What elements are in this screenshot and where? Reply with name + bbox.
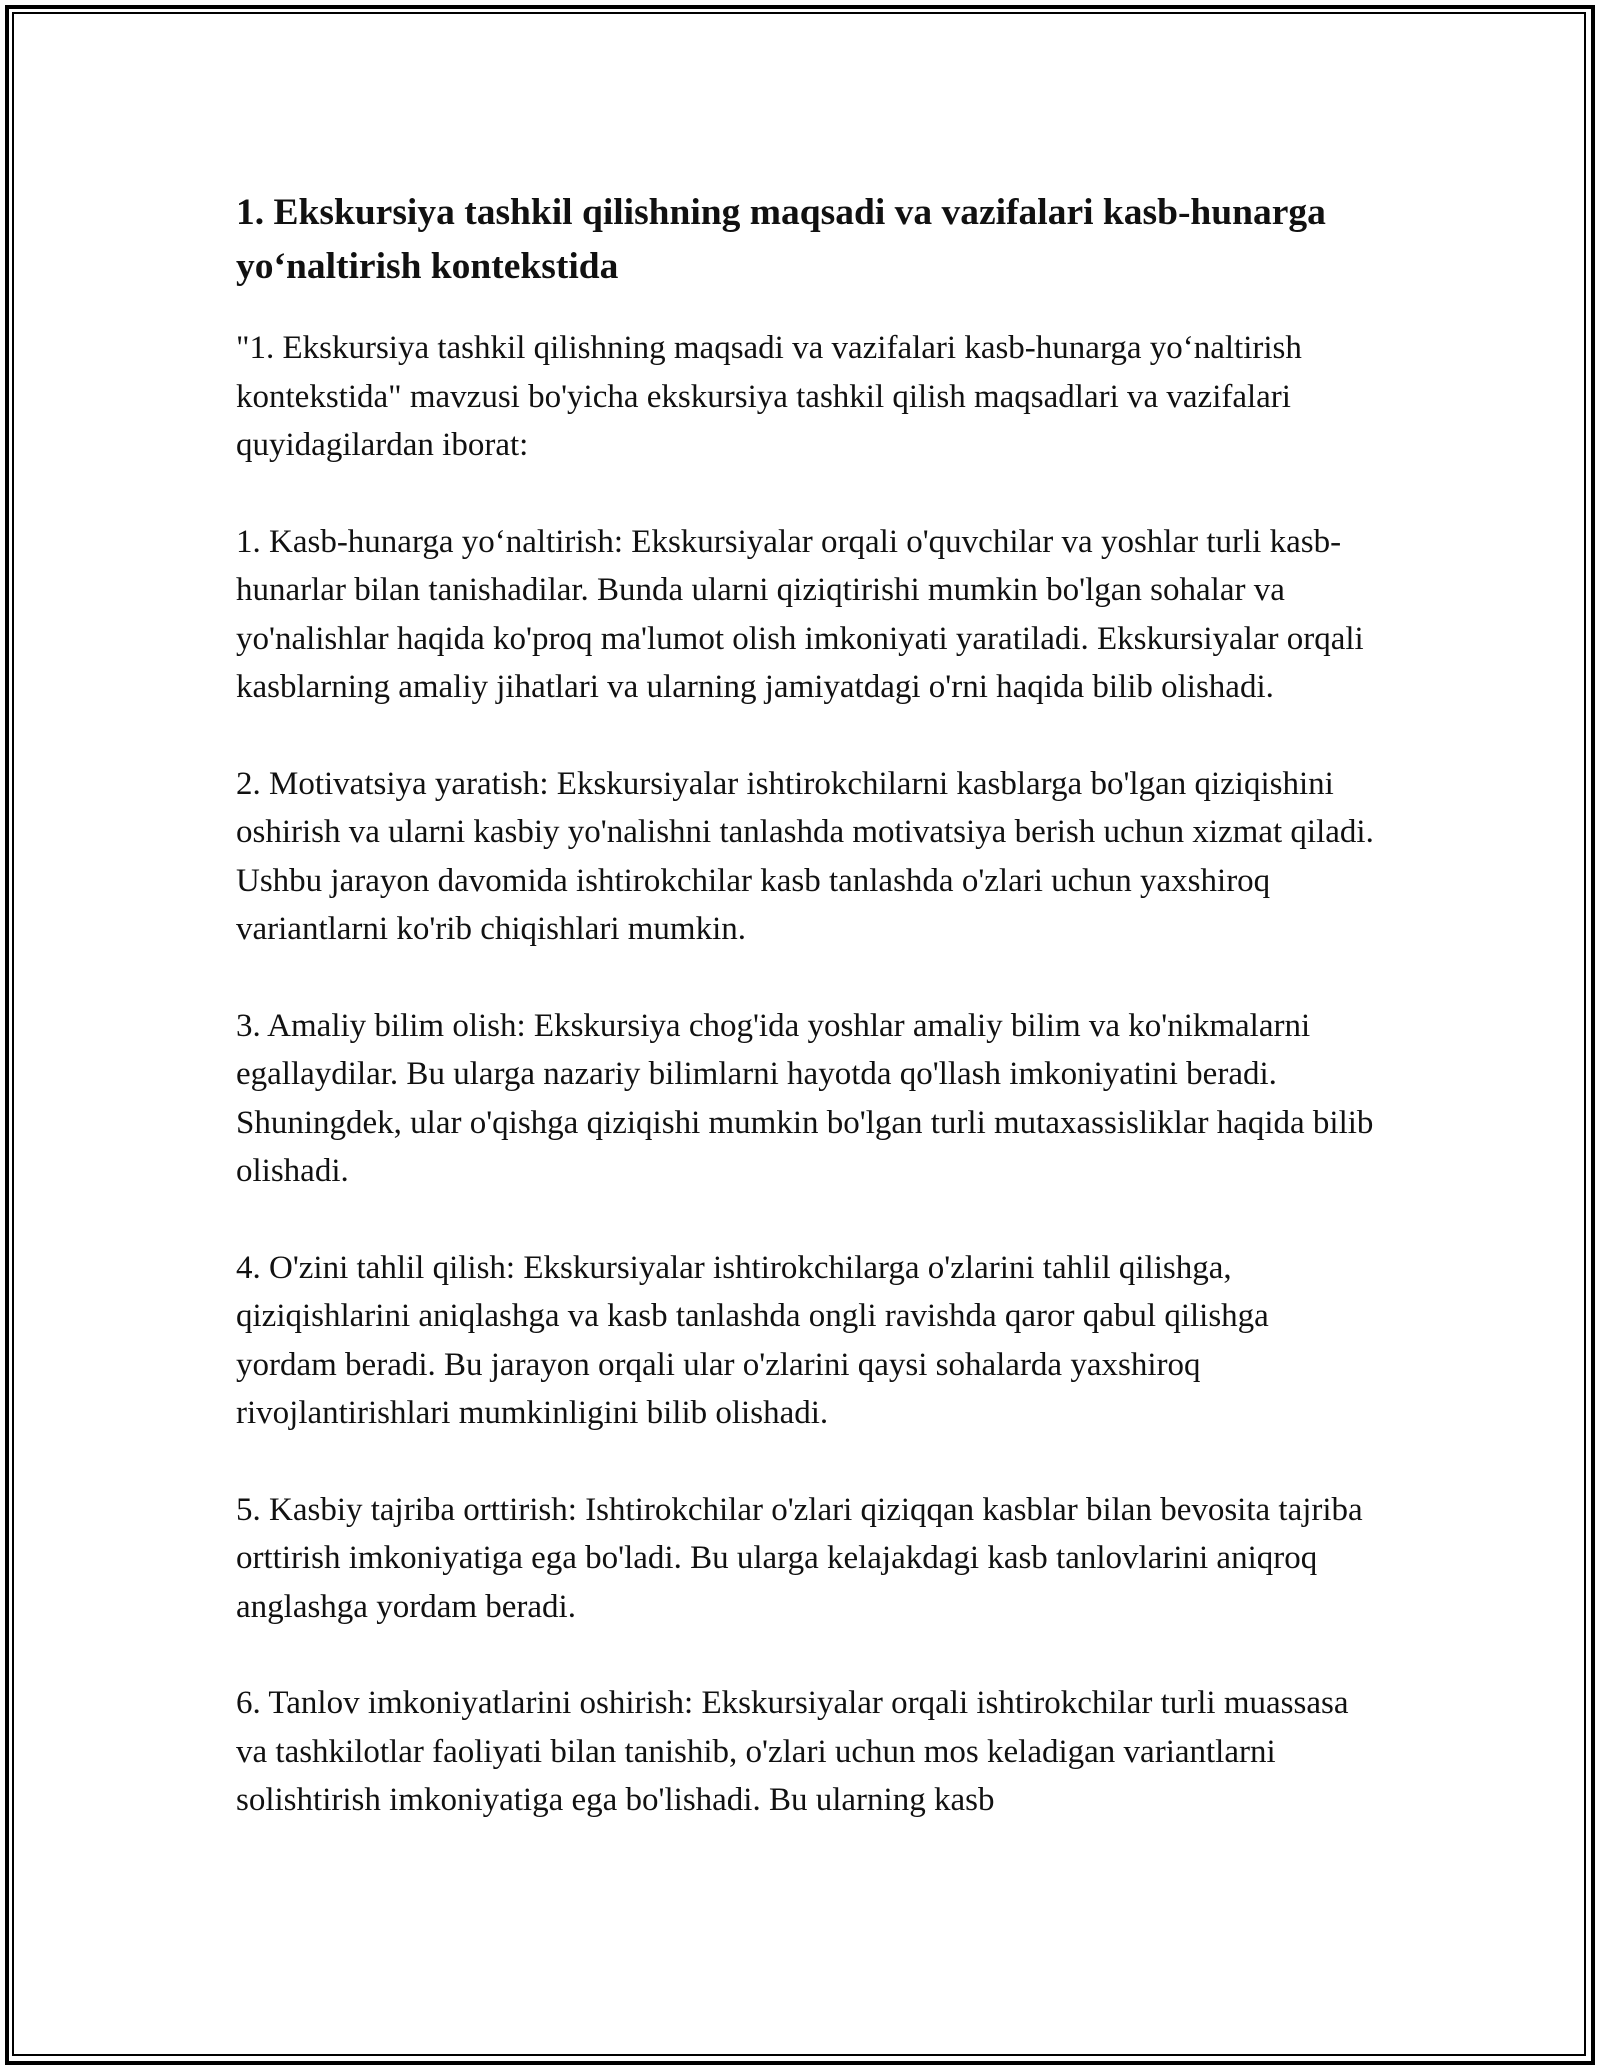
paragraph-kasbiy-tajriba-orttirish: 5. Kasbiy tajriba orttirish: Ishtirokchilar o'zlari qiziqqan kasblar bilan bevosita tajriba orttirish imkoniyatiga ega bo'ladi. Bu ularga kelajakdagi kasb tanlovlarini aniqroq anglashga yordam beradi. <box>236 1491 1363 1625</box>
intro-paragraph: "1. Ekskursiya tashkil qilishning maqsadi va vazifalari kasb-hunarga yo‘naltirish kontekstida" mavzusi bo'yicha ekskursiya tashkil qilish maqsadlari va vazifalari quyidagilardan iborat: <box>236 330 1302 463</box>
paragraph-tanlov-imkoniyatlarini-oshirish: 6. Tanlov imkoniyatlarini oshirish: Ekskursiyalar orqali ishtirokchilar turli muassasa va tashkilotlar faoliyati bilan tanishib, o'zlari uchun mos keladigan variantlarni solishtirish imkoniyatiga ega bo'lishadi. Bu ularning kasb <box>236 1685 1349 1818</box>
paragraph-ozini-tahlil-qilish: 4. O'zini tahlil qilish: Ekskursiyalar ishtirokchilarga o'zlarini tahlil qilishga, qiziqishlarini aniqlashga va kasb tanlashda ongli ravishda qaror qabul qilishga yordam beradi. Bu jarayon orqali ular o'zlarini qaysi sohalarda yaxshiroq rivojlantirishlari mumkinligini bilib olishadi. <box>236 1249 1269 1431</box>
document-heading: 1. Ekskursiya tashkil qilishning maqsadi va vazifalari kasb-hunarga yo‘naltirish kontekstida <box>236 192 1326 287</box>
paragraph-kasb-hunarga-yonaltirish: 1. Kasb-hunarga yo‘naltirish: Ekskursiyalar orqali o'quvchilar va yoshlar turli kasb-hunarlar bilan tanishadilar. Bunda ularni qiziqtirishi mumkin bo'lgan sohalar va yo'nalishlar haqida ko'proq ma'lumot olish imkoniyati yaratiladi. Ekskursiyalar orqali kasblarning amaliy jihatlari va ularning jamiyatdagi o'rni haqida bilib olishadi. <box>236 523 1364 705</box>
paragraph-motivatsiya-yaratish: 2. Motivatsiya yaratish: Ekskursiyalar ishtirokchilarni kasblarga bo'lgan qiziqishini oshirish va ularni kasbiy yo'nalishni tanlashda motivatsiya berish uchun xizmat qiladi. Ushbu jarayon davomida ishtirokchilar kasb tanlashda o'zlari uchun yaxshiroq variantlarni ko'rib chiqishlari mumkin. <box>236 765 1374 947</box>
document-body <box>236 186 1376 1825</box>
paragraph-amaliy-bilim-olish: 3. Amaliy bilim olish: Ekskursiya chog'ida yoshlar amaliy bilim va ko'nikmalarni egallaydilar. Bu ularga nazariy bilimlarni hayotda qo'llash imkoniyatini beradi. Shuningdek, ular o'qishga qiziqishi mumkin bo'lgan turli mutaxassisliklar haqida bilib olishadi. <box>236 1007 1374 1189</box>
